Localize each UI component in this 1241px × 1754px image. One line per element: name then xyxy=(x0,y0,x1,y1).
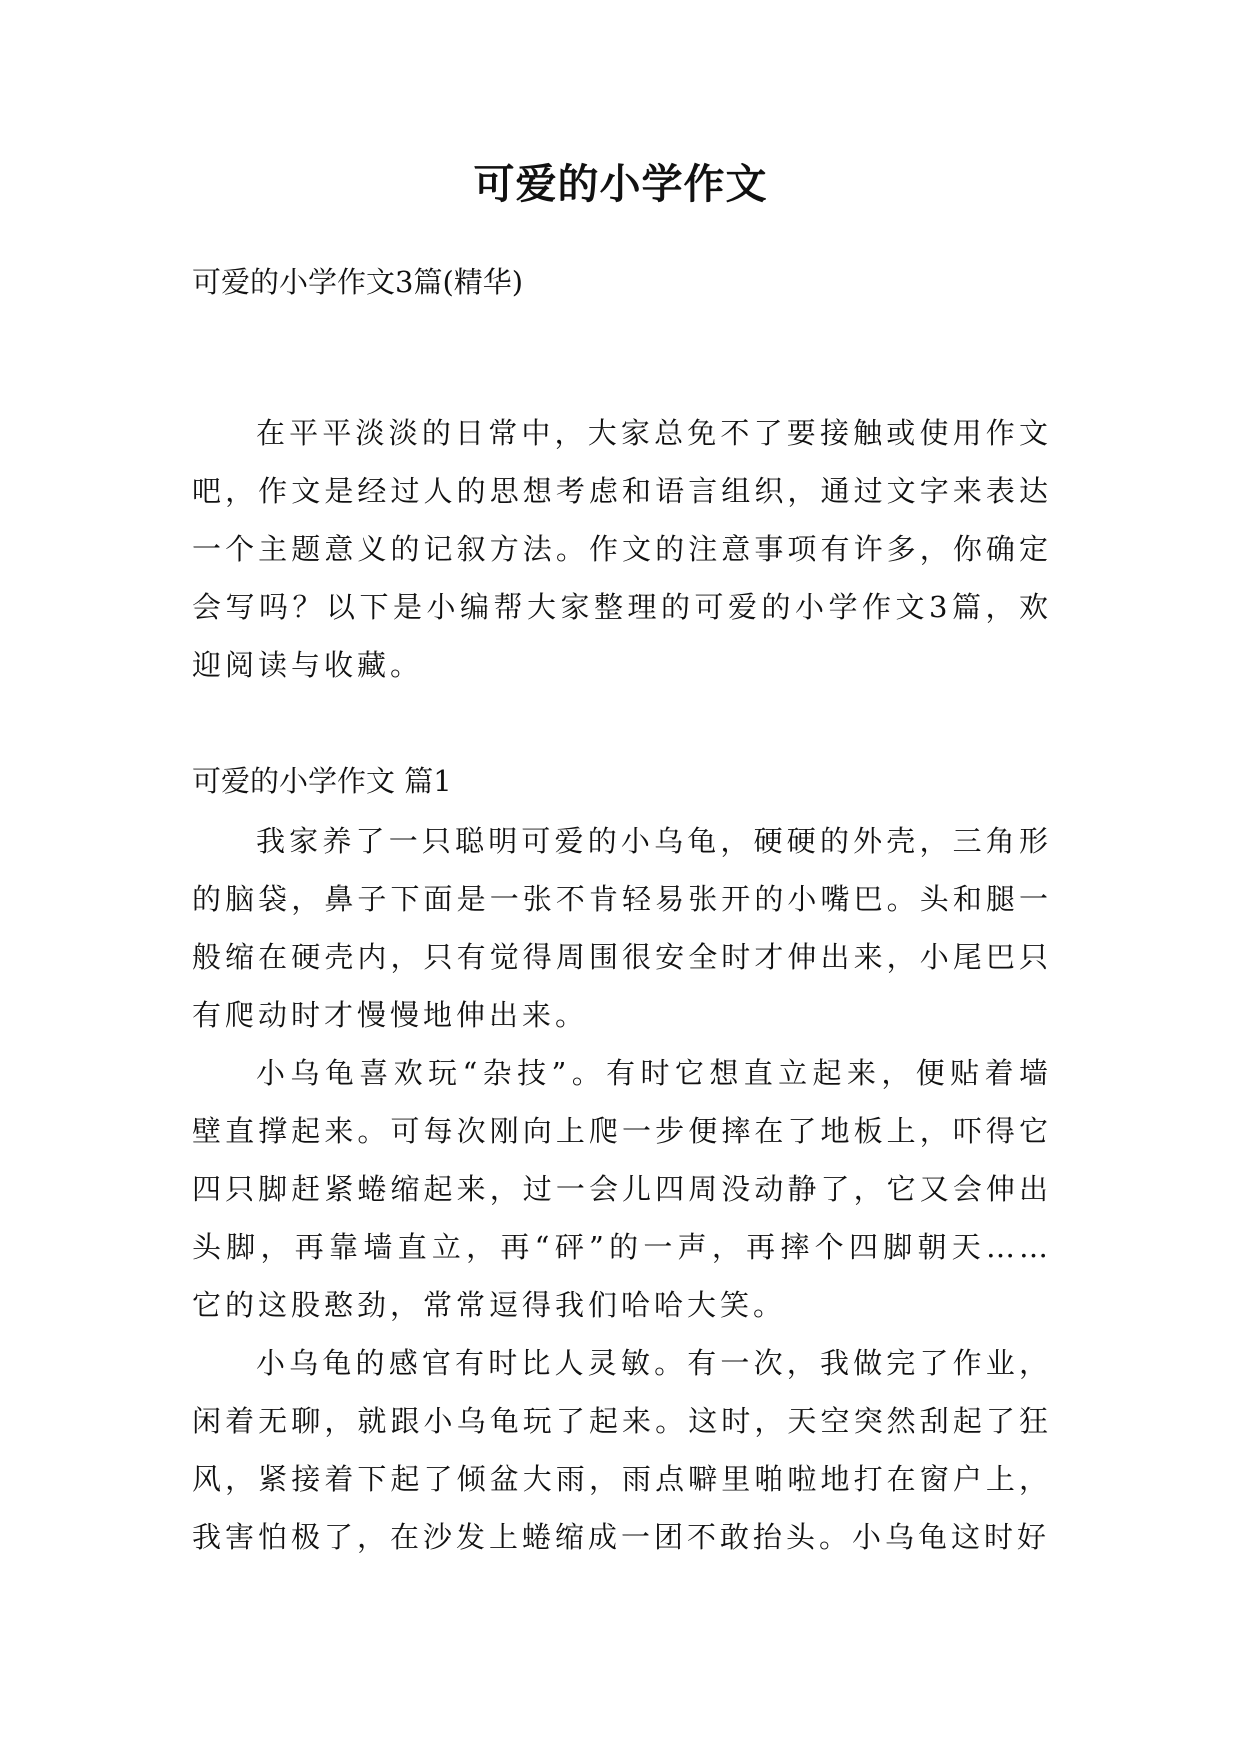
intro-paragraph: 在平平淡淡的日常中，大家总免不了要接触或使用作文吧，作文是经过人的思想考虑和语言组织，通过文字来表达一个主题意义的记叙方法。作文的注意事项有许多，你确定会写吗？以下是小编帮大家整理的可爱的小学作文3篇，欢迎阅读与收藏。 xyxy=(192,416,1052,682)
document-title: 可爱的小学作文 xyxy=(473,160,768,208)
section-heading: 可爱的小学作文 篇1 xyxy=(192,764,452,798)
section-body xyxy=(192,812,1052,1566)
body-paragraph: 小乌龟喜欢玩“杂技”。有时它想直立起来，便贴着墙壁直撑起来。可每次刚向上爬一步便摔在了地板上，吓得它四只脚赶紧蜷缩起来，过一会儿四周没动静了，它又会伸出头脚，再靠墙直立，再“砰”的一声，再摔个四脚朝天……它的这股憨劲，常常逗得我们哈哈大笑。 xyxy=(192,1056,1052,1322)
body-paragraph: 小乌龟的感官有时比人灵敏。有一次，我做完了作业，闲着无聊，就跟小乌龟玩了起来。这时，天空突然刮起了狂风，紧接着下起了倾盆大雨，雨点噼里啪啦地打在窗户上，我害怕极了，在沙发上蜷缩成一团不敢抬头。小乌龟这时好 xyxy=(192,1346,1052,1554)
body-paragraph: 我家养了一只聪明可爱的小乌龟，硬硬的外壳，三角形的脑袋，鼻子下面是一张不肯轻易张开的小嘴巴。头和腿一般缩在硬壳内，只有觉得周围很安全时才伸出来，小尾巴只有爬动时才慢慢地伸出来。 xyxy=(192,824,1052,1032)
document-subtitle: 可爱的小学作文3篇(精华) xyxy=(192,265,524,299)
